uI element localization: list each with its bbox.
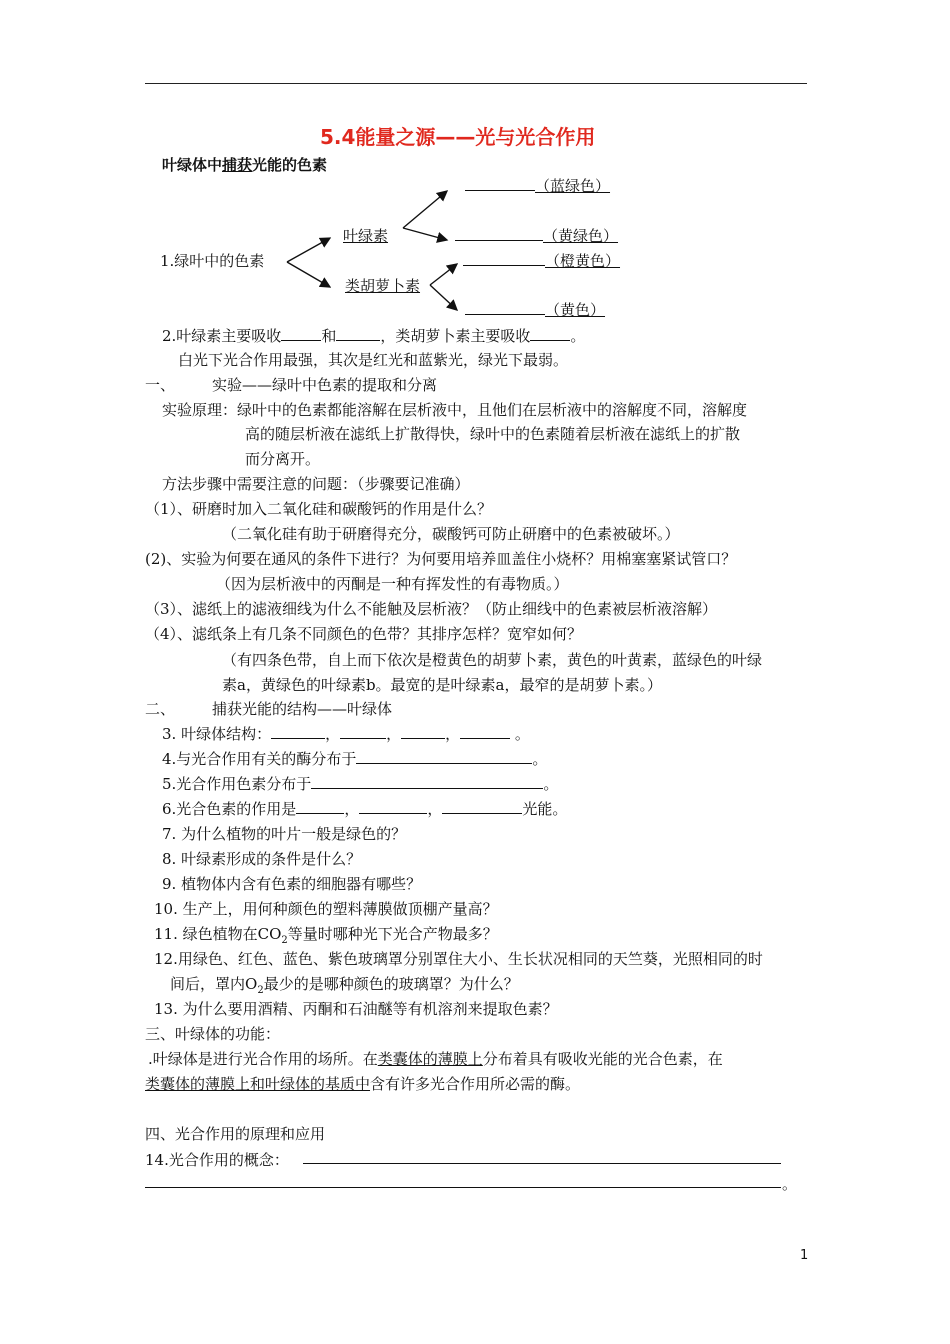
section-2-title: 捕获光能的结构——叶绿体	[212, 700, 393, 718]
principle-line-3: 而分离开。	[245, 450, 321, 468]
item-2: (2)、实验为何要在通风的条件下进行？为何要用培养皿盖住小烧杯？用棉塞塞紧试管口？	[145, 550, 737, 568]
diagram-leaf-bluegreen: （蓝绿色）	[465, 176, 610, 196]
answer-line-2	[145, 1187, 781, 1188]
question-2: 2.叶绿素主要吸收 和 ，类胡萝卜素主要吸收 。	[162, 327, 586, 345]
diagram-leaf-yellow: （黄色）	[465, 300, 605, 320]
section-2-number: 二、	[145, 700, 176, 718]
question-9: 9. 植物体内含有色素的细胞器有哪些？	[162, 875, 422, 893]
question-14: 14.光合作用的概念：	[145, 1151, 289, 1169]
arrow-to-chla	[403, 191, 447, 228]
question-6: 6.光合色素的作用是 ， ， 光能。	[162, 800, 568, 818]
page-title: 5.4能量之源——光与光合作用	[320, 125, 596, 149]
question-3: 3. 叶绿体结构： ， ， ， 。	[162, 725, 530, 743]
item-3: （3）、滤纸上的滤液细线为什么不能触及层析液？（防止细线中的色素被层析液溶解）	[145, 600, 718, 618]
method-note: 方法步骤中需要注意的问题：（步骤要记准确）	[162, 475, 470, 493]
diagram-leaf-yellowgreen: （黄绿色）	[455, 226, 618, 246]
question-11: 11. 绿色植物在$CO_2$等量时哪种光下光合产物最多？	[154, 925, 498, 946]
question-13: 13. 为什么要用酒精、丙酮和石油醚等有机溶剂来提取色素？	[154, 1000, 558, 1018]
section-1-title: 实验——绿叶中色素的提取和分离	[212, 376, 438, 394]
item-4: （4）、滤纸条上有几条不同颜色的色带？其排序怎样？宽窄如何？	[145, 625, 583, 643]
diagram-carotenoid: 类胡萝卜素	[345, 277, 421, 295]
question-7: 7. 为什么植物的叶片一般是绿色的？	[162, 825, 407, 843]
diagram-root: 1.绿叶中的色素	[160, 252, 265, 270]
diagram-leaf-orange: （橙黄色）	[463, 251, 620, 271]
question-4: 4.与光合作用有关的酶分布于 。	[162, 750, 548, 768]
section-4-title: 四、光合作用的原理和应用	[145, 1125, 326, 1143]
section-subtitle: 叶绿体中捕获光能的色素	[162, 156, 328, 174]
item-1: （1）、研磨时加入二氧化硅和碳酸钙的作用是什么？	[145, 500, 493, 518]
arrow-to-carotene	[430, 264, 457, 285]
arrow-to-carotenoid	[287, 262, 330, 287]
section-1-number: 一、	[145, 376, 176, 394]
answer-line-1	[303, 1163, 781, 1164]
arrow-to-xanthophyll	[430, 285, 457, 310]
function-line-2: 类囊体的薄膜上和叶绿体的基质中含有许多光合作用所必需的酶。	[145, 1075, 581, 1093]
section-3-title: 三、叶绿体的功能：	[145, 1025, 281, 1043]
item-4-answer-line-1: （有四条色带，自上而下依次是橙黄色的胡萝卜素，黄色的叶黄素，蓝绿色的叶绿	[222, 651, 763, 669]
note-light: 白光下光合作用最强，其次是红光和蓝紫光，绿光下最弱。	[178, 351, 569, 369]
question-12-line-2: 间后，罩内$O_2$最少的是哪种颜色的玻璃罩？为什么？	[170, 975, 519, 996]
principle-line-1: 实验原理：绿叶中的色素都能溶解在层析液中，且他们在层析液中的溶解度不同，溶解度	[162, 401, 748, 419]
page-number: 1	[800, 1248, 809, 1263]
item-2-answer: （因为层析液中的丙酮是一种有挥发性的有毒物质。）	[216, 575, 569, 593]
function-line-1: .叶绿体是进行光合作用的场所。在类囊体的薄膜上分布着具有吸收光能的光合色素，在	[148, 1050, 723, 1068]
answer-end-mark: 。	[782, 1175, 798, 1193]
item-4-answer-line-2: 素a，黄绿色的叶绿素b。最宽的是叶绿素a，最窄的是胡萝卜素。）	[222, 676, 662, 694]
question-8: 8. 叶绿素形成的条件是什么？	[162, 850, 362, 868]
arrow-to-chlb	[403, 228, 447, 240]
question-10: 10. 生产上，用何种颜色的塑料薄膜做顶棚产量高？	[154, 900, 498, 918]
question-5: 5.光合作用色素分布于 。	[162, 775, 559, 793]
principle-line-2: 高的随层析液在滤纸上扩散得快，绿叶中的色素随着层析液在滤纸上的扩散	[245, 425, 741, 443]
item-1-answer: （二氧化硅有助于研磨得充分，碳酸钙可防止研磨中的色素被破坏。）	[222, 525, 680, 543]
diagram-chlorophyll: 叶绿素	[343, 227, 389, 245]
question-12-line-1: 12.用绿色、红色、蓝色、紫色玻璃罩分别罩住大小、生长状况相同的天竺葵，光照相同的时	[154, 950, 763, 968]
arrow-to-chlorophyll	[287, 238, 330, 262]
